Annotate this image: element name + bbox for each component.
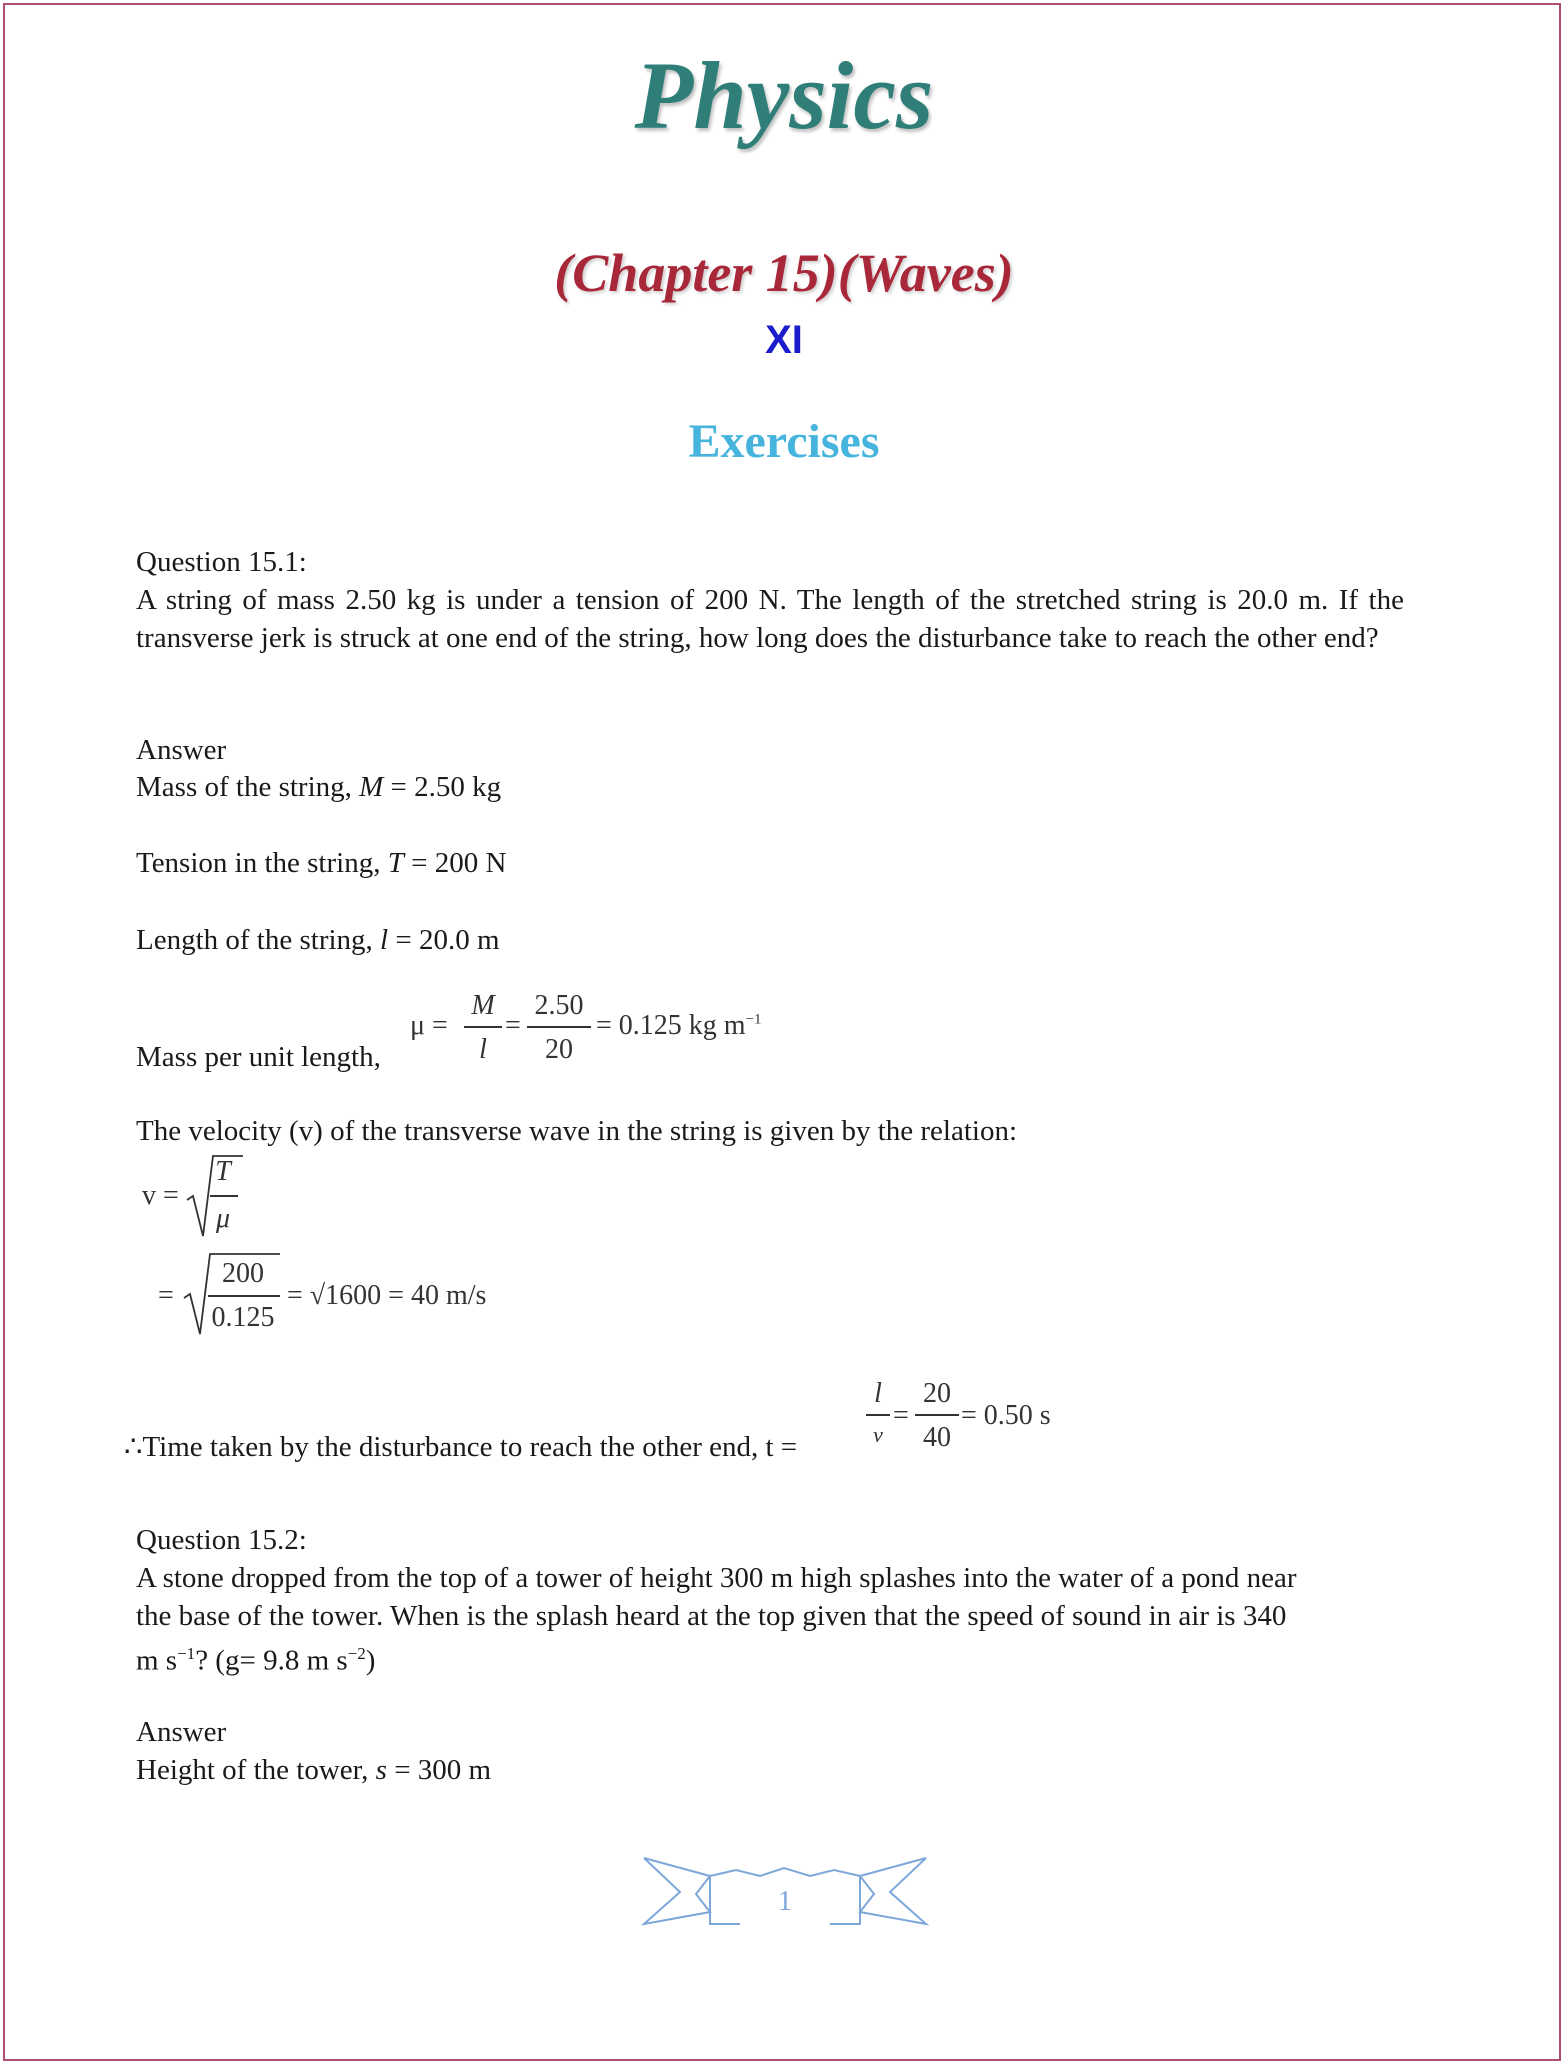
question-2-line-1: A stone dropped from the top of a tower of height 300 m high splashes into the water of a pond near [136, 1562, 1297, 1594]
time-taken-text: ∴Time taken by the disturbance to reach the other end, t = [124, 1431, 798, 1463]
question-2-label: Question 15.2: [136, 1524, 307, 1556]
t-denominator-2: 40 [923, 1422, 951, 1453]
v-numerator: T [215, 1156, 231, 1187]
length-prefix: Length of the string, [136, 924, 381, 956]
page-number: 1 [778, 1886, 792, 1917]
grade-label: XI [765, 318, 803, 362]
height-var: s [375, 1754, 387, 1786]
length-var: l [380, 924, 389, 956]
fraction-bar [866, 1414, 890, 1416]
answer-2-label: Answer [136, 1716, 227, 1748]
mu-numerator-1: M [471, 990, 495, 1021]
mu-denominator-1: l [479, 1034, 487, 1065]
fraction-bar [208, 1295, 280, 1297]
chapter-heading: (Chapter 15)(Waves) [554, 243, 1014, 303]
height-prefix: Height of the tower, [136, 1754, 376, 1786]
fraction-bar [464, 1026, 502, 1028]
length-value: = 20.0 m [388, 924, 500, 956]
tension-line [136, 844, 1416, 882]
footer-ribbon [640, 1850, 930, 1930]
page-title: Physics [634, 42, 934, 149]
question-1-label: Question 15.1: [136, 546, 307, 578]
mass-var: M [359, 771, 384, 803]
v-lhs: v = [142, 1180, 179, 1211]
t-numerator-2: 20 [923, 1378, 951, 1409]
fraction-bar [915, 1414, 959, 1416]
question-1-text: A string of mass 2.50 kg is under a tension of 200 N. The length of the stretched string is 20.0 m. If the transverse jerk is struck at one end of the string, how long does the disturbance take to reach the other end? [136, 584, 1404, 654]
mass-line [136, 768, 1416, 806]
mu-lhs: μ = [410, 1010, 448, 1041]
tension-prefix: Tension in the string, [136, 847, 388, 879]
v-denominator: μ [215, 1203, 231, 1234]
v2-denominator: 0.125 [211, 1302, 275, 1333]
v2-result: = √1600 = 40 m/s [287, 1280, 487, 1311]
tension-value: = 200 N [403, 847, 507, 879]
question-2-line-2: the base of the tower. When is the splash heard at the top given that the speed of sound in air is 340 [136, 1600, 1287, 1632]
velocity-relation-text: The velocity (v) of the transverse wave in the string is given by the relation: [136, 1115, 1018, 1147]
tension-var: T [387, 847, 404, 879]
t-result: = 0.50 s [961, 1400, 1051, 1431]
mass-value: = 2.50 kg [383, 771, 502, 803]
mu-denominator-2: 20 [545, 1034, 573, 1065]
height-line [136, 1751, 1416, 1789]
t-denominator-1: v [873, 1422, 883, 1447]
v2-numerator: 200 [222, 1258, 264, 1289]
fraction-bar [210, 1195, 238, 1197]
mu-result: = 0.125 kg $m^{-1}$ [596, 1010, 762, 1041]
mu-numerator-2: 2.50 [534, 990, 584, 1021]
equals-sign: = [158, 1280, 174, 1311]
mass-prefix: Mass of the string, [136, 771, 360, 803]
mass-per-length-label: Mass per unit length, [136, 1041, 381, 1073]
equals-sign: = [893, 1400, 909, 1431]
answer-1-label: Answer [136, 734, 227, 766]
fraction-bar [527, 1026, 591, 1028]
t-numerator-1: l [874, 1378, 882, 1409]
question-2-line-3: m $s^{-1}$? (g= 9.8 m $s^{-2}$) [136, 1644, 376, 1677]
equals-sign: = [505, 1010, 521, 1041]
section-heading: Exercises [688, 415, 880, 468]
height-value: = 300 m [386, 1754, 492, 1786]
length-line [136, 921, 1416, 959]
